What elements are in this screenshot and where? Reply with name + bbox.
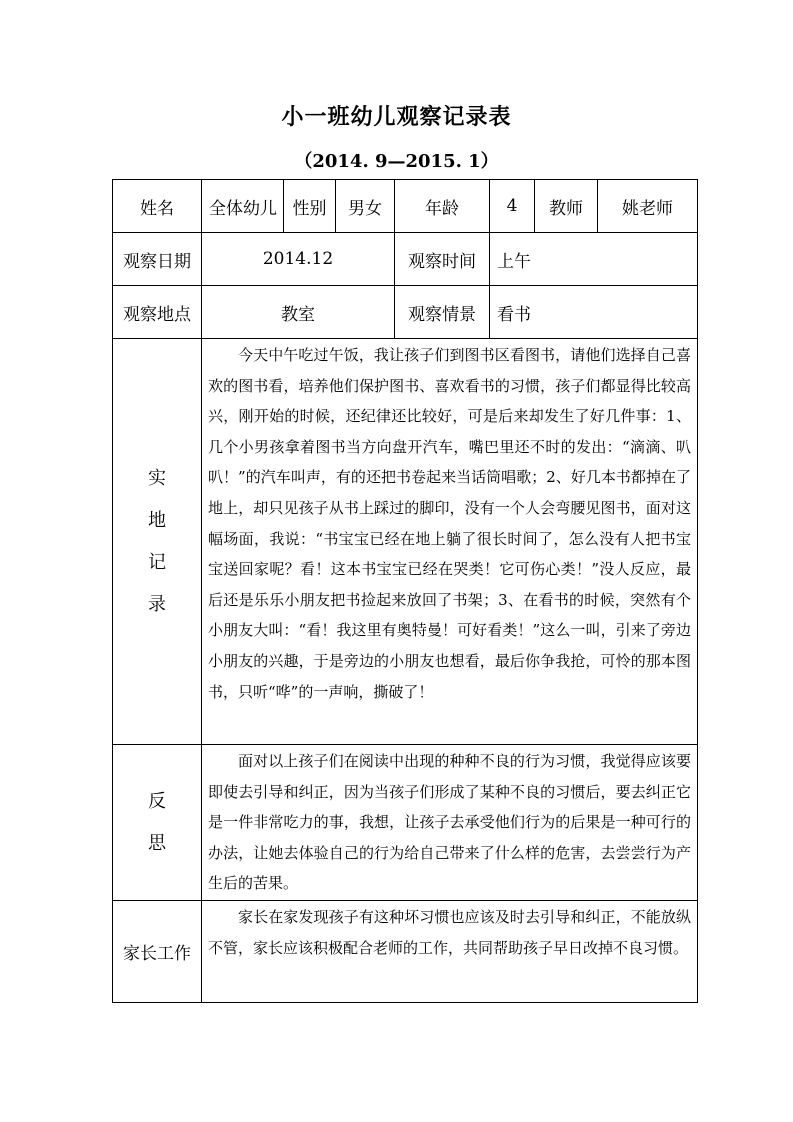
- parent-text: 家长在家发现孩子有这种坏习惯也应该及时去引导和纠正，不能放纵不管，家长应该积极配合老师的工作，共同帮助孩子早日改掉不良习惯。: [208, 908, 691, 957]
- reflection-cell: [201, 744, 698, 901]
- parent-label: 家长工作: [112, 900, 202, 1003]
- page-title: 小一班幼儿观察记录表: [281, 104, 512, 130]
- record-label-char: 地: [148, 509, 166, 531]
- observation-table: [113, 180, 698, 1003]
- scene-value: 看书: [489, 285, 698, 339]
- record-cell: [201, 338, 698, 745]
- name-label: 姓名: [112, 179, 202, 233]
- record-label: [112, 338, 202, 745]
- reflection-text: 面对以上孩子们在阅读中出现的种种不良的行为习惯，我觉得应该要即使去引导和纠正，因为当孩子们形成了某种不良的习惯后，要去纠正它是一件非常吃力的事，我想，让孩子去承受他们行为的后果是一种可行的办法，让她去体验自己的行为给自己带来了什么样的危害，去尝尝行为产生后的苦果。: [208, 752, 691, 893]
- name-value: 全体幼儿: [201, 179, 284, 233]
- place-value: 教室: [201, 285, 395, 339]
- record-label-char: 实: [148, 467, 166, 489]
- gender-label: 性别: [283, 179, 336, 233]
- gender-value: 男女: [335, 179, 395, 233]
- record-text: 今天中午吃过午饭，我让孩子们到图书区看图书，请他们选择自己喜欢的图书看，培养他们保护图书、喜欢看书的习惯，孩子们都显得比较高兴，刚开始的时候，还纪律还比较好，可是后来却发生了好几件事：1、几个小男孩拿着图书当方向盘开汽车，嘴巴里还不时的发出：“滴滴、叭叭！”的汽车叫声，有的还把书卷起来当话筒唱歌；2、好几本书都掉在了地上，却只见孩子从书上踩过的脚印，没有一个人会弯腰见图书，面对这幅场面，我说：“书宝宝已经在地上躺了很长时间了，怎么没有人把书宝宝送回家呢？看！这本书宝宝已经在哭类！它可伤心类！”没人反应，最后还是乐乐小朋友把书捡起来放回了书架；3、在看书的时候，突然有个小朋友大叫：“看！我这里有奥特曼！可好看类！”这么一叫，引来了旁边小朋友的兴趣，于是旁边的小朋友也想看，最后你争我抢，可怜的那本图书，只听“哗”的一声响，撕破了！: [208, 346, 691, 701]
- parent-cell: [201, 900, 698, 1003]
- date-value: 2014.12: [201, 232, 395, 286]
- reflection-label-char: 反: [148, 790, 166, 812]
- reflection-label-char: 思: [148, 832, 166, 854]
- scene-label: 观察情景: [394, 285, 490, 339]
- record-label-char: 录: [148, 593, 166, 615]
- reflection-label: [112, 744, 202, 901]
- record-label-char: 记: [148, 551, 166, 573]
- place-label: 观察地点: [112, 285, 202, 339]
- age-value: 4: [489, 179, 535, 233]
- period-subtitle: （2014. 9—2015. 1）: [294, 151, 499, 172]
- time-value: 上午: [489, 232, 698, 286]
- teacher-value: 姚老师: [597, 179, 698, 233]
- time-label: 观察时间: [394, 232, 490, 286]
- teacher-label: 教师: [534, 179, 598, 233]
- age-label: 年龄: [394, 179, 490, 233]
- date-label: 观察日期: [112, 232, 202, 286]
